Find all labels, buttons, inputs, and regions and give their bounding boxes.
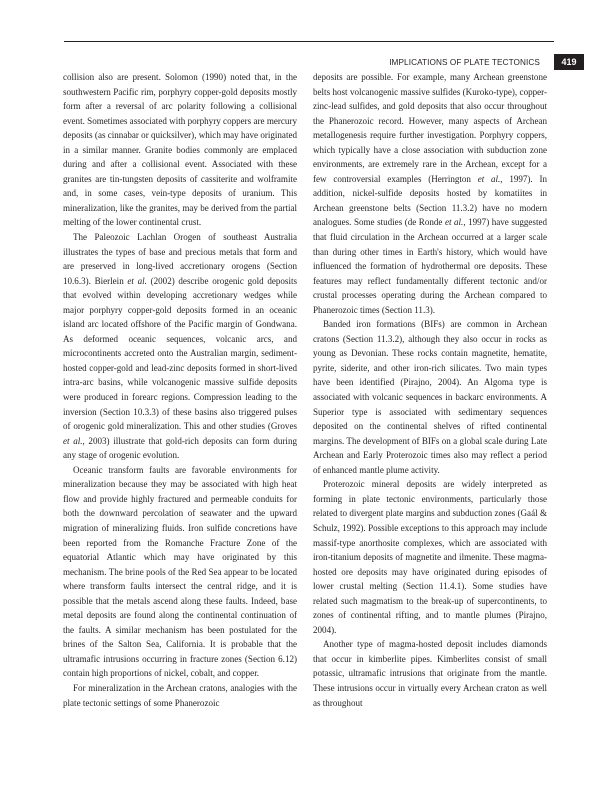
paragraph: deposits are possible. For example, many Archean greenstone belts host volcanogenic massive sulfides (Kuroko-type), copper-zinc-lead sulfides, and gold deposits that also occur throughout the Phanerozoic record. However, many aspects of Archean metallogenesis require further investigation. Porphyry coppers, which typically have a close association with subduction zone environments, are extremely rare in the Archean, except for a few controversial examples (Herrington et al., 1997). In addition, nickel-sulfide deposits hosted by komatiites in Archean greenstone belts (Section 11.3.2) have no modern analogues. Some studies (de Ronde et al., 1997) have suggested that fluid circulation in the Archean occurred at a larger scale than during other times in Earth's history, which would have influenced the formation of hydrothermal ore deposits. These features may reflect fundamentally different tectonic and/or crustal processes operating during the Archean compared to Phanerozoic times (Section 11.3). [313,72,547,315]
running-title: IMPLICATIONS OF PLATE TECTONICS [389,58,540,67]
paragraph: For mineralization in the Archean cratons, analogies with the plate tectonic settings of some Phanerozoic [63,682,297,708]
paragraph: Another type of magma-hosted deposit includes diamonds that occur in kimberlite pipes. Kimberlites consist of small potassic, ultramafic intrusions that originate from the mantle. These intrusions occur in virtually every Archean craton as well as throughout [313,639,547,708]
paragraph: The Paleozoic Lachlan Orogen of southeast Australia illustrates the types of base and precious metals that form and are preserved in long-lived accretionary orogens (Section 10.6.3). Bierlein et al. (2002) describe orogenic gold deposits that evolved within developing accretionary wedges while major porphyry copper-gold deposits formed in an oceanic island arc located offshore of the Pacific margin of Gondwana. As deformed oceanic sequences, volcanic arcs, and microcontinents accreted onto the Australian margin, sediment-hosted copper-gold and lead-zinc deposits formed in short-lived intra-arc basins, while volcanogenic massive sulfide deposits were produced in forearc regions. Compression leading to the inversion (Section 10.3.3) of these basins also triggered pulses of orogenic gold mineralization. This and other studies (Groves et al., 2003) illustrate that gold-rich deposits can form during any stage of orogenic evolution. [63,232,297,461]
paragraph: Banded iron formations (BIFs) are common in Archean cratons (Section 11.3.2), although they also occur in rocks as young as Devonian. These rocks contain magnetite, hematite, pyrite, siderite, and other iron-rich silicates. Two main types have been identified (Pirajno, 2004). An Algoma type is associated with volcanic sequences in backarc environments. A Superior type is associated with sedimentary sequences deposited on the continental shelves of rifted continental margins. The development of BIFs on a global scale during Late Archean and Early Proterozoic times also may reflect a period of enhanced mantle plume activity. [313,319,547,475]
header-rule [64,41,554,42]
left-column [63,70,297,710]
running-head [0,28,615,67]
page-number: 419 [554,54,584,70]
paragraph: Proterozoic mineral deposits are widely interpreted as forming in plate tectonic environments, particularly those related to divergent plate margins and subduction zones (Gaál & Schulz, 1992). Possible exceptions to this approach may include massif-type anorthosite complexes, which are associated with iron-titanium deposits of magnetite and ilmenite. These magma-hosted ore deposits may have originated during episodes of lower crustal melting (Section 11.4.1). Some studies have related such magmatism to the break-up of supercontinents, to zones of continental rifting, and to mantle plumes (Pirajno, 2004). [313,479,547,635]
paragraph: collision also are present. Solomon (1990) noted that, in the southwestern Pacific rim, porphyry copper-gold deposits mostly form after a reversal of arc polarity following a collisional event. Sometimes associated with porphyry coppers are mercury deposits (as cinnabar or quicksilver), which may have originated in a similar manner. Granite bodies commonly are emplaced during and after a collisional event. Associated with these granites are tin-tungsten deposits of cassiterite and wolframite and, in some cases, vein-type deposits of uranium. This mineralization, like the granites, may be derived from the partial melting of the lower continental crust. [63,72,297,228]
right-column [313,70,547,710]
paragraph: Oceanic transform faults are favorable environments for mineralization because they may be associated with high heat flow and provide highly fractured and permeable conduits for both the downward percolation of seawater and the upward migration of mineralizing fluids. Iron sulfide concretions have been reported from the Romanche Fracture Zone of the equatorial Atlantic which may have originated by this mechanism. The brine pools of the Red Sea appear to be located where transform faults intersect the central ridge, and it is possible that the metals ascend along these faults. Indeed, base metal deposits are found along the continental continuation of the faults. A similar mechanism has been postulated for the brines of the Salton Sea, California. It is probable that the ultramafic intrusions occurring in fracture zones (Section 6.12) contain high proportions of nickel, cobalt, and copper. [63,464,297,679]
